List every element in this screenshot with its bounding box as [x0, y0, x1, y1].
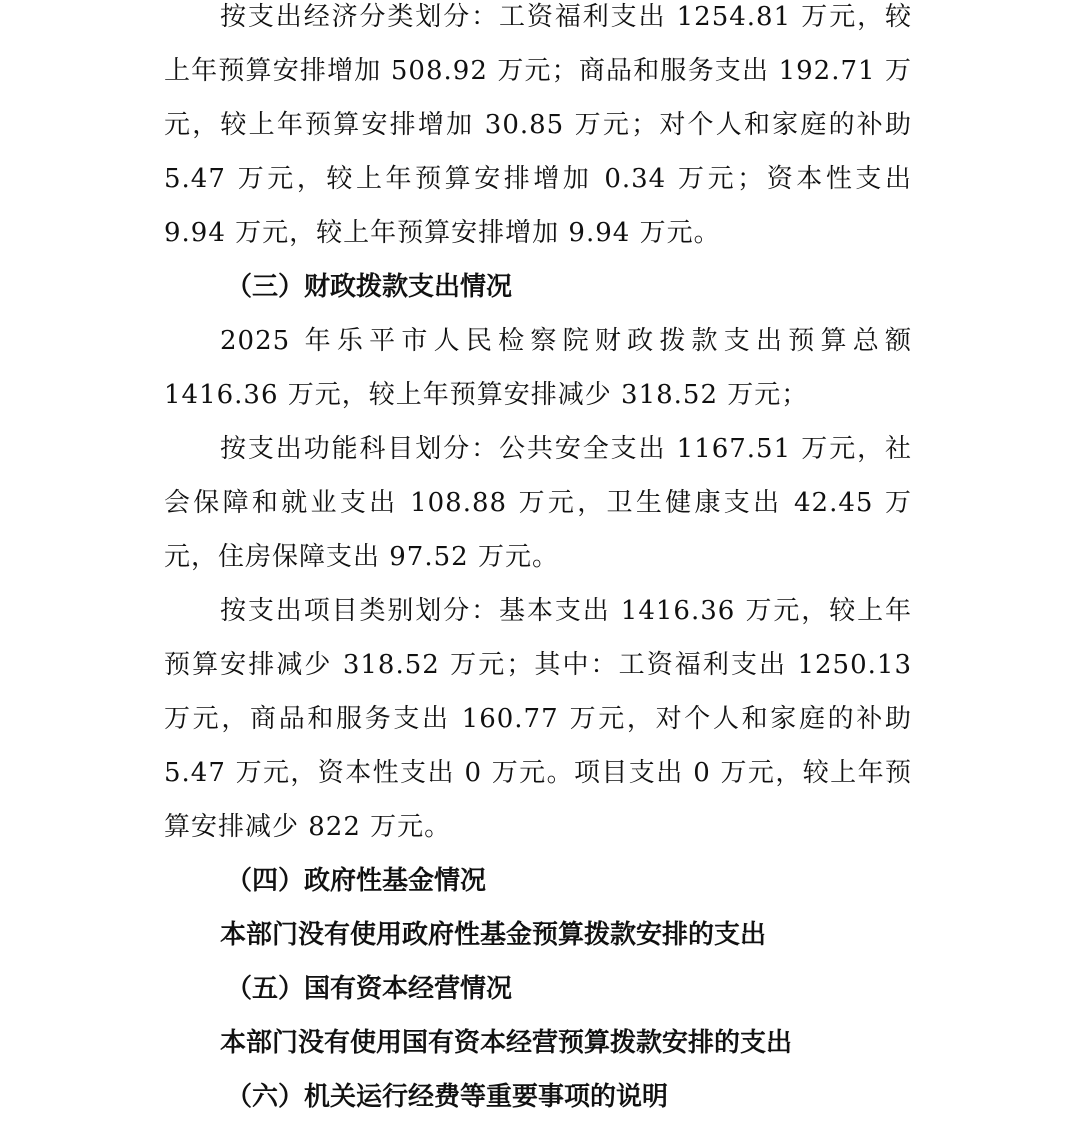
section-3-total-paragraph: 2025 年乐平市人民检察院财政拨款支出预算总额 1416.36 万元，较上年预算安排减少 318.52 万元；: [164, 326, 912, 410]
section-6-heading: （六）机关运行经费等重要事项的说明: [226, 1082, 669, 1112]
section-4-heading: （四）政府性基金情况: [226, 866, 487, 896]
document-page: [164, 0, 912, 1124]
section-5-body: 本部门没有使用国有资本经营预算拨款安排的支出: [220, 1028, 793, 1058]
section-5-heading: （五）国有资本经营情况: [226, 974, 513, 1004]
section-4-body: 本部门没有使用政府性基金预算拨款安排的支出: [220, 920, 767, 950]
section-3-project-paragraph: 按支出项目类别划分：基本支出 1416.36 万元，较上年预算安排减少 318.52 万元；其中：工资福利支出 1250.13 万元，商品和服务支出 160.77 万元，对个人和家庭的补助 5.47 万元，资本性支出 0 万元。项目支出 0 万元，较上年预算安排减少 822 万元。: [164, 596, 912, 842]
economic-classification-paragraph: 按支出经济分类划分：工资福利支出 1254.81 万元，较上年预算安排增加 508.92 万元；商品和服务支出 192.71 万元，较上年预算安排增加 30.85 万元；对个人和家庭的补助 5.47 万元，较上年预算安排增加 0.34 万元；资本性支出 9.94 万元，较上年预算安排增加 9.94 万元。: [164, 2, 912, 248]
section-3-heading: （三）财政拨款支出情况: [226, 272, 513, 302]
section-3-function-paragraph: 按支出功能科目划分：公共安全支出 1167.51 万元，社会保障和就业支出 108.88 万元，卫生健康支出 42.45 万元，住房保障支出 97.52 万元。: [164, 434, 912, 572]
